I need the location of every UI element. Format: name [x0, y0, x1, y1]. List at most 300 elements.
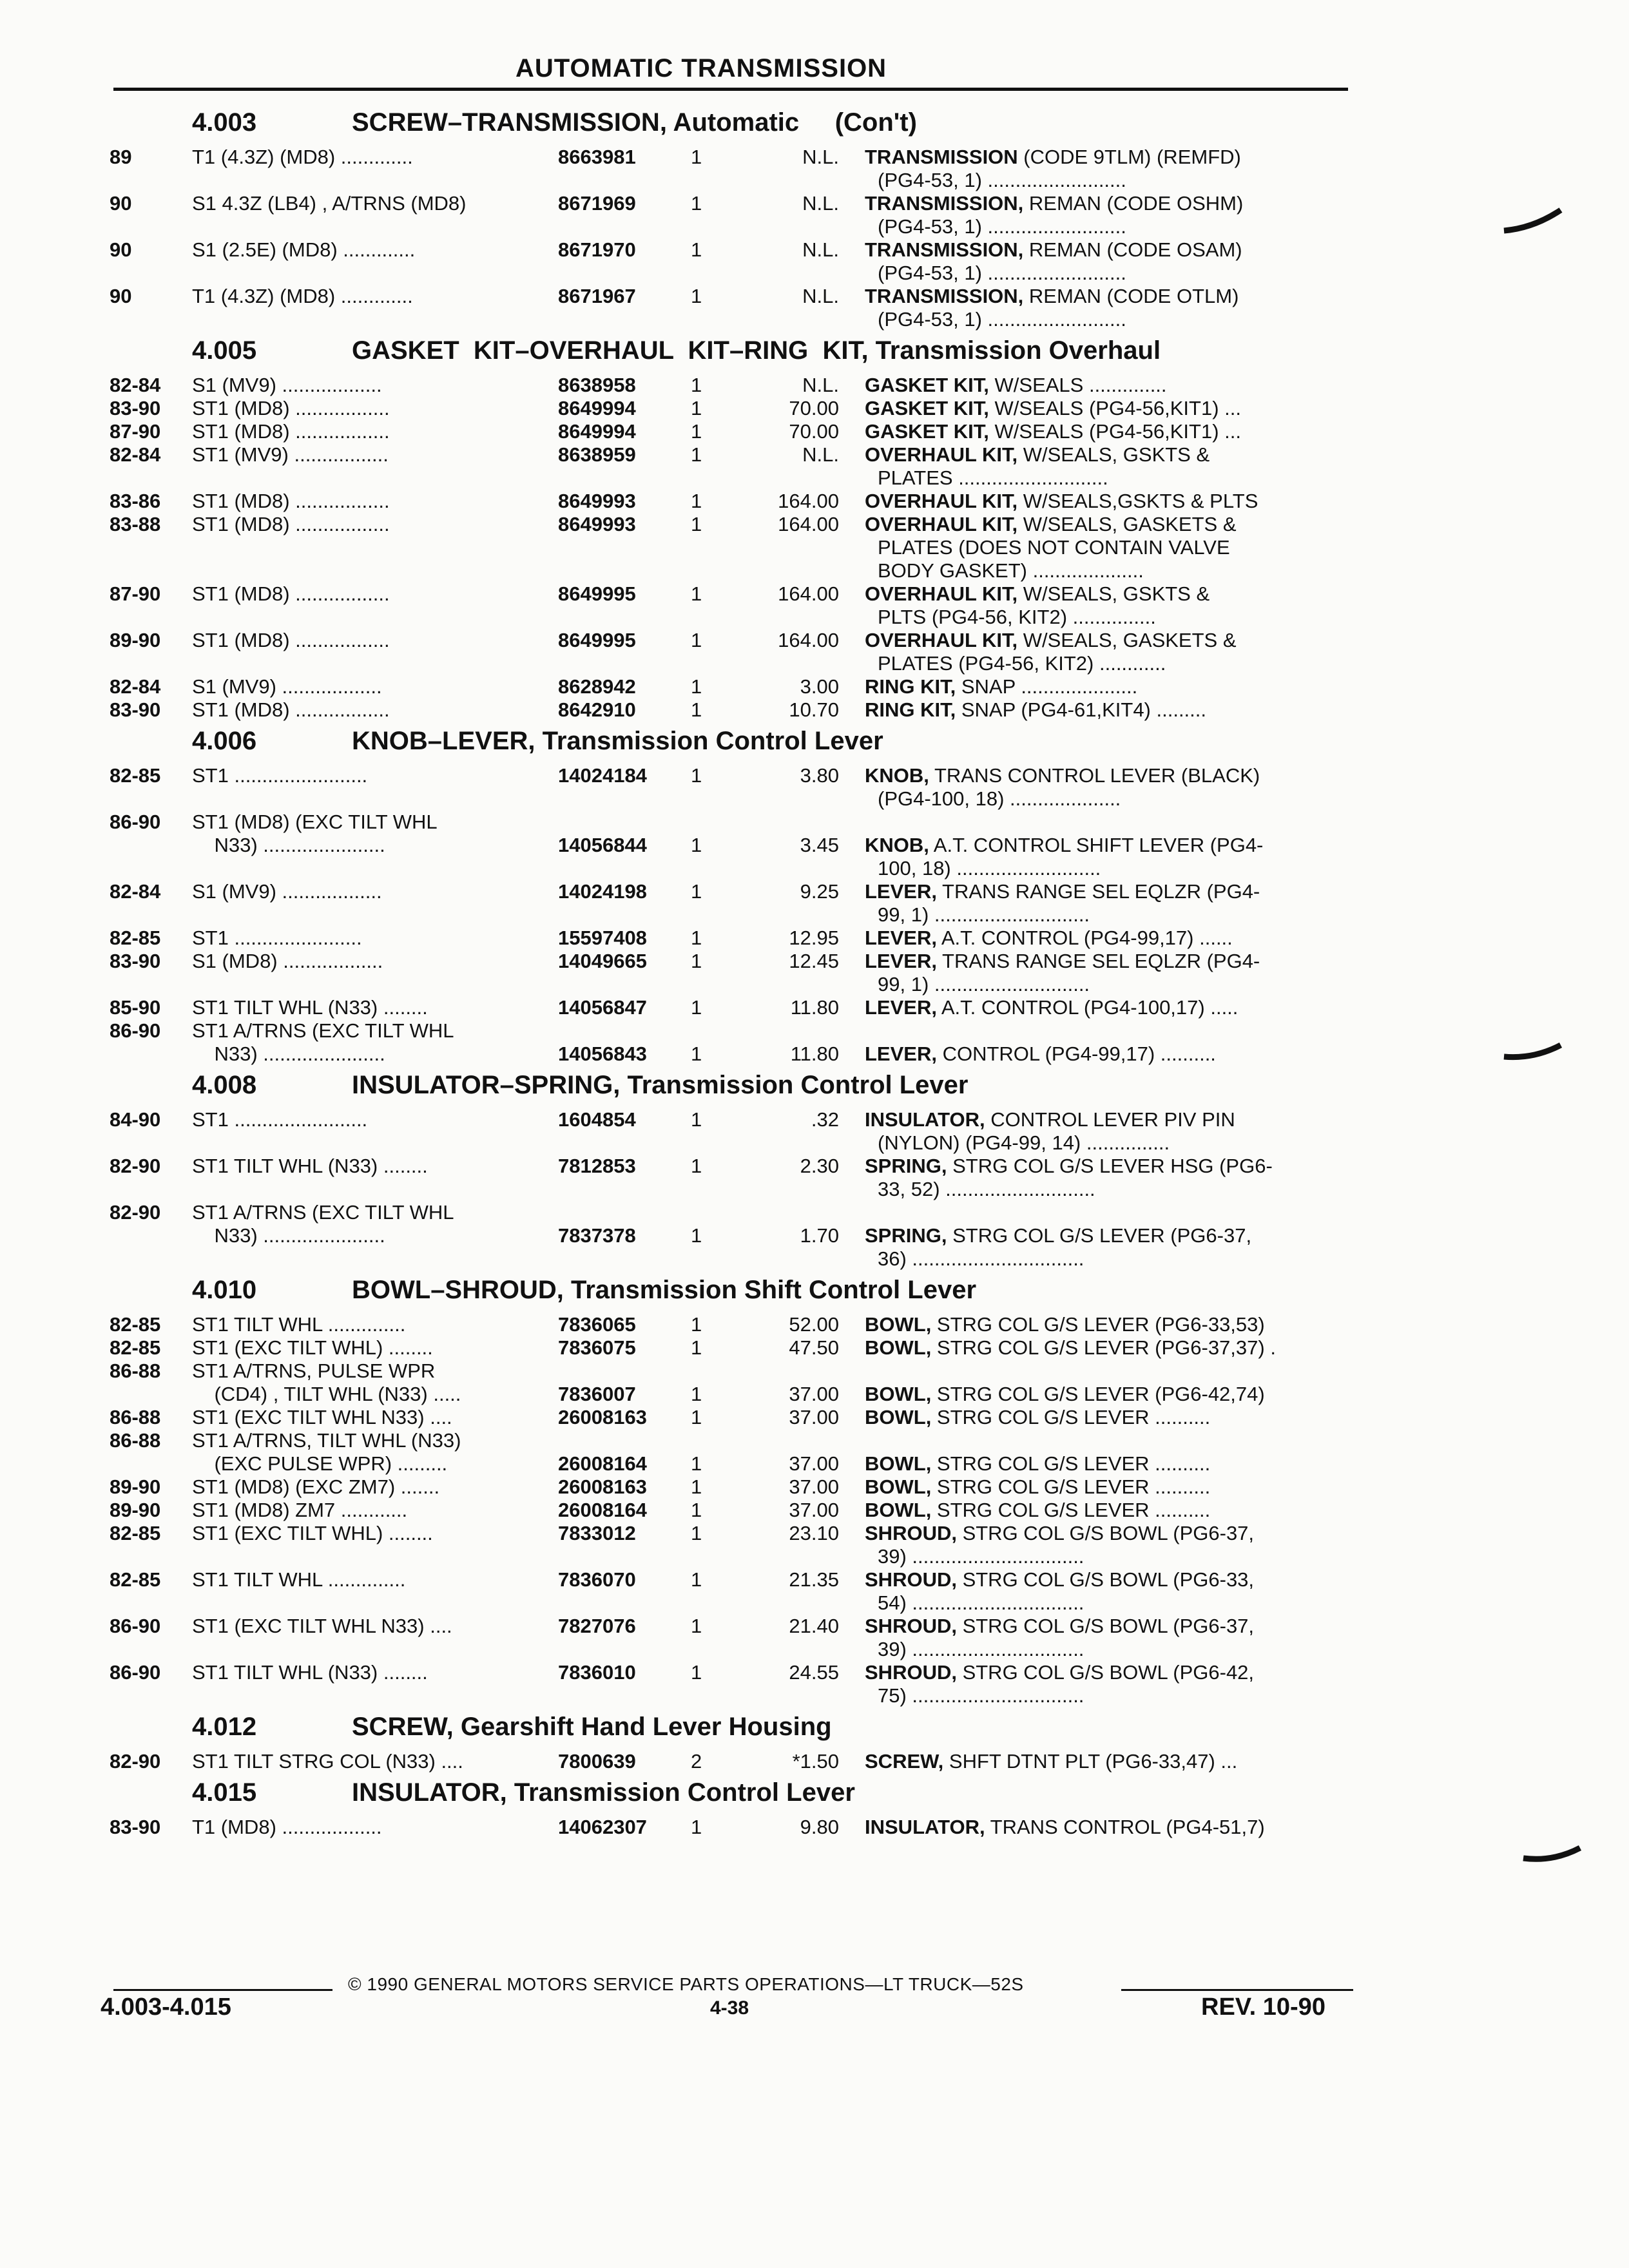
application-line: S1 (2.5E) (MD8) .............: [192, 238, 416, 261]
part-number: 14056844: [558, 834, 647, 856]
application-line: S1 (MD8) ..................: [192, 950, 383, 972]
part-name: [865, 1661, 1348, 1707]
model-years: 90: [110, 285, 132, 307]
part-name-bold: BOWL,: [865, 1313, 932, 1336]
part-name: [865, 192, 1348, 238]
application-line: ST1 A/TRNS (EXC TILT WHL: [192, 1201, 454, 1224]
model-years: 89-90: [110, 1475, 161, 1498]
quantity: 1: [691, 880, 702, 903]
part-name: [865, 1475, 1348, 1499]
price: .32: [811, 1108, 839, 1131]
price: N.L.: [802, 443, 839, 466]
application-description: [192, 238, 552, 262]
quantity: 1: [691, 1661, 702, 1684]
price: 21.40: [789, 1615, 839, 1637]
part-number: 14049665: [558, 950, 647, 972]
price: 3.45: [800, 834, 839, 856]
price: 1.70: [800, 1224, 839, 1247]
part-number: 8649995: [558, 629, 636, 651]
part-name-bold: SPRING,: [865, 1155, 947, 1177]
table-row: [110, 1429, 1360, 1475]
application-line: ST1 ........................: [192, 764, 368, 787]
model-years: 82-90: [110, 1750, 161, 1773]
application-description: [192, 1155, 552, 1178]
application-description: [192, 811, 552, 857]
part-name-bold: BOWL,: [865, 1406, 932, 1428]
part-name-line: [865, 582, 1348, 606]
part-name-bold: RING KIT,: [865, 698, 956, 721]
application-description: [192, 675, 552, 698]
application-line: N33) ......................: [192, 1043, 385, 1065]
quantity: 1: [691, 1108, 702, 1131]
part-name-line: [865, 1661, 1348, 1684]
model-years: 84-90: [110, 1108, 161, 1131]
application-description: [192, 285, 552, 308]
part-name: [865, 1360, 1348, 1406]
price: 37.00: [789, 1475, 839, 1498]
part-name-line: (PG4-100, 18) ....................: [878, 787, 1121, 810]
section-number: 4.012: [192, 1713, 257, 1741]
part-name-bold: SHROUD,: [865, 1661, 957, 1684]
part-name-line: [865, 1816, 1348, 1839]
part-name: [865, 490, 1348, 513]
part-name-rest: STRG COL G/S LEVER ..........: [931, 1452, 1211, 1475]
quantity: 1: [691, 950, 702, 972]
application-line: S1 (MV9) ..................: [192, 675, 382, 698]
model-years: 82-85: [110, 1336, 161, 1359]
part-name-line: [865, 1313, 1348, 1336]
price: 164.00: [778, 629, 839, 651]
application-line: ST1 (MD8) .................: [192, 582, 390, 605]
application-line: S1 (MV9) ..................: [192, 880, 382, 903]
part-number: 8649995: [558, 582, 636, 605]
model-years: 89: [110, 146, 132, 168]
margin-mark: [1501, 205, 1563, 236]
price: 164.00: [778, 513, 839, 535]
part-number: 7836075: [558, 1336, 636, 1359]
part-name: [865, 374, 1348, 397]
section-title: SCREW–TRANSMISSION, Automatic (Con't): [352, 108, 917, 137]
model-years: 82-84: [110, 880, 161, 903]
application-description: [192, 1816, 552, 1839]
part-name-bold: LEVER,: [865, 880, 937, 903]
part-number: 26008163: [558, 1475, 647, 1498]
part-name: [865, 927, 1348, 950]
price: 2.30: [800, 1155, 839, 1177]
application-line: ST1 A/TRNS (EXC TILT WHL: [192, 1019, 454, 1042]
part-name-rest: W/SEALS (PG4-56,KIT1) ...: [988, 397, 1241, 419]
part-name-line: [865, 1108, 1348, 1131]
application-line: T1 (4.3Z) (MD8) .............: [192, 146, 413, 168]
part-name: [865, 443, 1348, 490]
section-number: 4.008: [192, 1071, 257, 1099]
application-description: [192, 490, 552, 513]
table-row: [110, 880, 1360, 927]
part-name-line: 100, 18) ..........................: [878, 857, 1101, 879]
part-name-bold: OVERHAUL KIT,: [865, 490, 1018, 512]
model-years: 86-90: [110, 1615, 161, 1637]
part-number: 26008164: [558, 1452, 647, 1475]
parts-list: [110, 103, 1360, 1839]
part-name-line: [865, 1336, 1348, 1360]
part-number: 7836007: [558, 1383, 636, 1405]
section-title: GASKET KIT–OVERHAUL KIT–RING KIT, Transmission Overhaul: [352, 336, 1161, 365]
part-name-bold: GASKET KIT,: [865, 397, 989, 419]
part-name-line: (PG4-53, 1) .........................: [878, 262, 1126, 284]
part-number: 1604854: [558, 1108, 636, 1131]
price: N.L.: [802, 146, 839, 168]
model-years: 86-90: [110, 1661, 161, 1684]
application-description: [192, 192, 552, 215]
part-name: [865, 285, 1348, 331]
section-heading: [110, 722, 1360, 764]
section-heading: [110, 1773, 1360, 1816]
application-line: ST1 .......................: [192, 927, 362, 949]
price: 3.00: [800, 675, 839, 698]
table-row: [110, 1201, 1360, 1271]
part-name-bold: LEVER,: [865, 950, 937, 972]
part-name: [865, 698, 1348, 722]
application-line: ST1 (MD8) (EXC TILT WHL: [192, 811, 438, 833]
part-name-line: (PG4-53, 1) .........................: [878, 215, 1126, 238]
quantity: 2: [691, 1750, 702, 1773]
part-name-line: [865, 834, 1348, 857]
model-years: 89-90: [110, 629, 161, 651]
part-name-rest: W/SEALS, GASKETS &: [1017, 513, 1237, 535]
price: 21.35: [789, 1568, 839, 1591]
quantity: 1: [691, 285, 702, 307]
part-name: [865, 1336, 1348, 1360]
section-title: INSULATOR, Transmission Control Lever: [352, 1778, 855, 1807]
part-name-rest: CONTROL (PG4-99,17) ..........: [936, 1043, 1216, 1065]
model-years: 82-85: [110, 927, 161, 949]
price: N.L.: [802, 285, 839, 307]
part-name-bold: KNOB,: [865, 764, 929, 787]
table-row: [110, 996, 1360, 1019]
part-name: [865, 1406, 1348, 1429]
price: 12.45: [789, 950, 839, 972]
part-name-bold: LEVER,: [865, 996, 937, 1019]
application-line: ST1 (MV9) .................: [192, 443, 389, 466]
part-name-rest: W/SEALS, GSKTS &: [1017, 443, 1210, 466]
part-number: 26008163: [558, 1406, 647, 1428]
margin-mark: [1501, 1037, 1563, 1068]
application-line: ST1 (MD8) (EXC ZM7) .......: [192, 1475, 440, 1498]
table-row: [110, 146, 1360, 192]
model-years: 82-85: [110, 1522, 161, 1544]
part-number: 7800639: [558, 1750, 636, 1773]
application-description: [192, 1429, 552, 1475]
model-years: 82-84: [110, 675, 161, 698]
part-name-line: [865, 1522, 1348, 1545]
section-heading: [110, 1271, 1360, 1313]
part-number: 14056843: [558, 1043, 647, 1065]
section-title: BOWL–SHROUD, Transmission Shift Control Lever: [352, 1276, 977, 1304]
part-name-rest: SHFT DTNT PLT (PG6-33,47) ...: [943, 1750, 1238, 1773]
section-heading: [110, 1707, 1360, 1750]
part-name: [865, 1750, 1348, 1773]
application-line: ST1 TILT WHL ..............: [192, 1568, 406, 1591]
table-row: [110, 698, 1360, 722]
model-years: 85-90: [110, 996, 161, 1019]
model-years: 90: [110, 192, 132, 215]
price: 9.80: [800, 1816, 839, 1838]
part-name-line: [865, 996, 1348, 1019]
quantity: 1: [691, 698, 702, 721]
model-years: 83-90: [110, 1816, 161, 1838]
part-name-line: [865, 443, 1348, 466]
part-name-rest: TRANS RANGE SEL EQLZR (PG4-: [936, 880, 1260, 903]
quantity: 1: [691, 764, 702, 787]
part-name-line: PLATES (PG4-56, KIT2) ............: [878, 652, 1166, 675]
part-name-line: [865, 950, 1348, 973]
model-years: 86-88: [110, 1360, 161, 1382]
price: 11.80: [790, 996, 839, 1019]
table-row: [110, 1499, 1360, 1522]
price: 70.00: [789, 420, 839, 443]
model-years: 83-90: [110, 698, 161, 721]
part-name-line: [865, 1224, 1348, 1247]
part-number: 14024198: [558, 880, 647, 903]
application-line: ST1 (MD8) .................: [192, 698, 390, 721]
part-name-rest: TRANS CONTROL LEVER (BLACK): [929, 764, 1260, 787]
section-title: SCREW, Gearshift Hand Lever Housing: [352, 1713, 832, 1741]
model-years: 86-88: [110, 1429, 161, 1452]
application-description: [192, 1750, 552, 1773]
part-name-rest: STRG COL G/S LEVER ..........: [931, 1499, 1211, 1521]
footer-page-number: 4-38: [710, 1997, 749, 2019]
part-name-rest: STRG COL G/S BOWL (PG6-37,: [956, 1522, 1255, 1544]
part-name: [865, 1816, 1348, 1839]
application-description: [192, 629, 552, 652]
table-row: [110, 1661, 1360, 1707]
part-number: 7833012: [558, 1522, 636, 1544]
application-description: [192, 1336, 552, 1360]
part-name-rest: STRG COL G/S BOWL (PG6-42,: [956, 1661, 1255, 1684]
price: *1.50: [792, 1750, 839, 1773]
part-name-bold: SCREW,: [865, 1750, 944, 1773]
part-name-bold: KNOB,: [865, 834, 929, 856]
part-name: [865, 950, 1348, 996]
model-years: 83-88: [110, 513, 161, 535]
price: 164.00: [778, 490, 839, 512]
part-name-rest: TRANS CONTROL (PG4-51,7): [985, 1816, 1265, 1838]
part-name: [865, 420, 1348, 443]
part-name-line: 54) ...............................: [878, 1591, 1084, 1614]
part-name-rest: W/SEALS, GASKETS &: [1017, 629, 1237, 651]
part-name-line: 39) ...............................: [878, 1638, 1084, 1660]
section-number: 4.006: [192, 727, 257, 755]
part-number: 7836010: [558, 1661, 636, 1684]
model-years: 89-90: [110, 1499, 161, 1521]
part-name: [865, 996, 1348, 1019]
quantity: 1: [691, 1475, 702, 1498]
application-description: [192, 1568, 552, 1591]
part-name-rest: STRG COL G/S LEVER (PG6-37,: [947, 1224, 1252, 1247]
part-name-line: [865, 1155, 1348, 1178]
table-row: [110, 582, 1360, 629]
application-description: [192, 1406, 552, 1429]
quantity: 1: [691, 1568, 702, 1591]
model-years: 87-90: [110, 582, 161, 605]
part-name-bold: GASKET KIT,: [865, 374, 989, 396]
part-number: 14056847: [558, 996, 647, 1019]
section-title: INSULATOR–SPRING, Transmission Control Lever: [352, 1071, 969, 1099]
quantity: 1: [691, 146, 702, 168]
price: 37.00: [789, 1452, 839, 1475]
part-name-line: [865, 1383, 1348, 1406]
part-name-rest: (CODE 9TLM) (REMFD): [1017, 146, 1241, 168]
application-line: ST1 (EXC TILT WHL N33) ....: [192, 1406, 452, 1428]
part-name-line: [865, 192, 1348, 215]
part-name-line: [865, 675, 1348, 698]
application-description: [192, 1615, 552, 1638]
part-name-bold: INSULATOR,: [865, 1108, 985, 1131]
part-number: 14024184: [558, 764, 647, 787]
price: 10.70: [789, 698, 839, 721]
part-name-rest: STRG COL G/S LEVER (PG6-37,37) .: [931, 1336, 1276, 1359]
application-line: ST1 TILT WHL (N33) ........: [192, 1155, 428, 1177]
table-row: [110, 1406, 1360, 1429]
part-name-line: [865, 1568, 1348, 1591]
part-name: [865, 675, 1348, 698]
price: 52.00: [789, 1313, 839, 1336]
application-description: [192, 927, 552, 950]
part-name-rest: STRG COL G/S LEVER ..........: [931, 1406, 1211, 1428]
margin-mark: [1521, 1840, 1583, 1871]
model-years: 90: [110, 238, 132, 261]
application-line: ST1 (EXC TILT WHL) ........: [192, 1336, 433, 1359]
part-name-rest: STRG COL G/S BOWL (PG6-33,: [956, 1568, 1255, 1591]
table-row: [110, 285, 1360, 331]
table-row: [110, 811, 1360, 880]
part-name: [865, 513, 1348, 582]
part-name: [865, 1568, 1348, 1615]
part-name-bold: BOWL,: [865, 1452, 932, 1475]
part-number: 8638958: [558, 374, 636, 396]
part-name-line: [865, 490, 1348, 513]
part-name: [865, 1429, 1348, 1475]
model-years: 82-85: [110, 1313, 161, 1336]
part-name-line: [865, 1475, 1348, 1499]
model-years: 86-88: [110, 1406, 161, 1428]
part-name-line: 99, 1) ............................: [878, 903, 1090, 926]
price: 23.10: [789, 1522, 839, 1544]
part-name-bold: SHROUD,: [865, 1568, 957, 1591]
model-years: 82-84: [110, 374, 161, 396]
part-name-line: [865, 238, 1348, 262]
part-number: 8649994: [558, 397, 636, 419]
part-name: [865, 397, 1348, 420]
part-name: [865, 582, 1348, 629]
application-description: [192, 880, 552, 903]
application-line: ST1 (MD8) .................: [192, 397, 390, 419]
part-number: 7812853: [558, 1155, 636, 1177]
part-number: 7836070: [558, 1568, 636, 1591]
part-name: [865, 811, 1348, 880]
part-name-bold: SHROUD,: [865, 1522, 957, 1544]
part-name-line: 36) ...............................: [878, 1247, 1084, 1270]
application-line: ST1 (EXC TILT WHL N33) ....: [192, 1615, 452, 1637]
part-name: [865, 1522, 1348, 1568]
application-line: ST1 TILT WHL ..............: [192, 1313, 406, 1336]
model-years: 82-84: [110, 443, 161, 466]
quantity: 1: [691, 675, 702, 698]
table-row: [110, 675, 1360, 698]
application-line: T1 (MD8) ..................: [192, 1816, 382, 1838]
part-name-line: [865, 764, 1348, 787]
part-name: [865, 764, 1348, 811]
part-name-line: [865, 1615, 1348, 1638]
price: 3.80: [800, 764, 839, 787]
part-name-bold: TRANSMISSION,: [865, 192, 1024, 215]
table-row: [110, 1108, 1360, 1155]
quantity: 1: [691, 397, 702, 419]
part-name-rest: A.T. CONTROL (PG4-99,17) ......: [936, 927, 1233, 949]
part-number: 8649993: [558, 513, 636, 535]
footer-section-range: 4.003-4.015: [101, 1994, 231, 2021]
model-years: 83-90: [110, 397, 161, 419]
part-name-rest: STRG COL G/S LEVER (PG6-33,53): [931, 1313, 1265, 1336]
quantity: 1: [691, 420, 702, 443]
table-row: [110, 374, 1360, 397]
quantity: 1: [691, 1615, 702, 1637]
part-number: 15597408: [558, 927, 647, 949]
table-row: [110, 927, 1360, 950]
part-name-bold: INSULATOR,: [865, 1816, 985, 1838]
application-line: ST1 (MD8) .................: [192, 513, 390, 535]
application-description: [192, 996, 552, 1019]
table-row: [110, 1475, 1360, 1499]
part-name-rest: STRG COL G/S LEVER HSG (PG6-: [947, 1155, 1273, 1177]
part-name-rest: A.T. CONTROL (PG4-100,17) .....: [936, 996, 1239, 1019]
price: 37.00: [789, 1499, 839, 1521]
quantity: 1: [691, 1406, 702, 1428]
price: 9.25: [800, 880, 839, 903]
quantity: 1: [691, 1313, 702, 1336]
part-name-line: [865, 513, 1348, 536]
application-description: [192, 420, 552, 443]
application-description: [192, 1522, 552, 1545]
part-name-rest: SNAP (PG4-61,KIT4) .........: [956, 698, 1207, 721]
quantity: 1: [691, 582, 702, 605]
table-row: [110, 950, 1360, 996]
price: 24.55: [789, 1661, 839, 1684]
part-name: [865, 1201, 1348, 1271]
part-name-rest: W/SEALS (PG4-56,KIT1) ...: [988, 420, 1241, 443]
part-name-bold: BOWL,: [865, 1499, 932, 1521]
part-number: 8671967: [558, 285, 636, 307]
part-name-bold: OVERHAUL KIT,: [865, 629, 1018, 651]
part-number: 7827076: [558, 1615, 636, 1637]
part-name-line: [865, 420, 1348, 443]
part-number: 8628942: [558, 675, 636, 698]
price: 164.00: [778, 582, 839, 605]
price: 12.95: [789, 927, 839, 949]
part-name-line: PLATES (DOES NOT CONTAIN VALVE: [878, 536, 1230, 559]
table-row: [110, 1750, 1360, 1773]
part-name: [865, 1499, 1348, 1522]
model-years: 82-90: [110, 1201, 161, 1224]
part-name-line: 33, 52) ...........................: [878, 1178, 1095, 1200]
application-line: ST1 TILT WHL (N33) ........: [192, 996, 428, 1019]
part-name: [865, 1313, 1348, 1336]
part-number: 8671969: [558, 192, 636, 215]
page-title: AUTOMATIC TRANSMISSION: [516, 54, 887, 82]
application-description: [192, 374, 552, 397]
part-name-rest: W/SEALS, GSKTS &: [1017, 582, 1210, 605]
table-row: [110, 1360, 1360, 1406]
